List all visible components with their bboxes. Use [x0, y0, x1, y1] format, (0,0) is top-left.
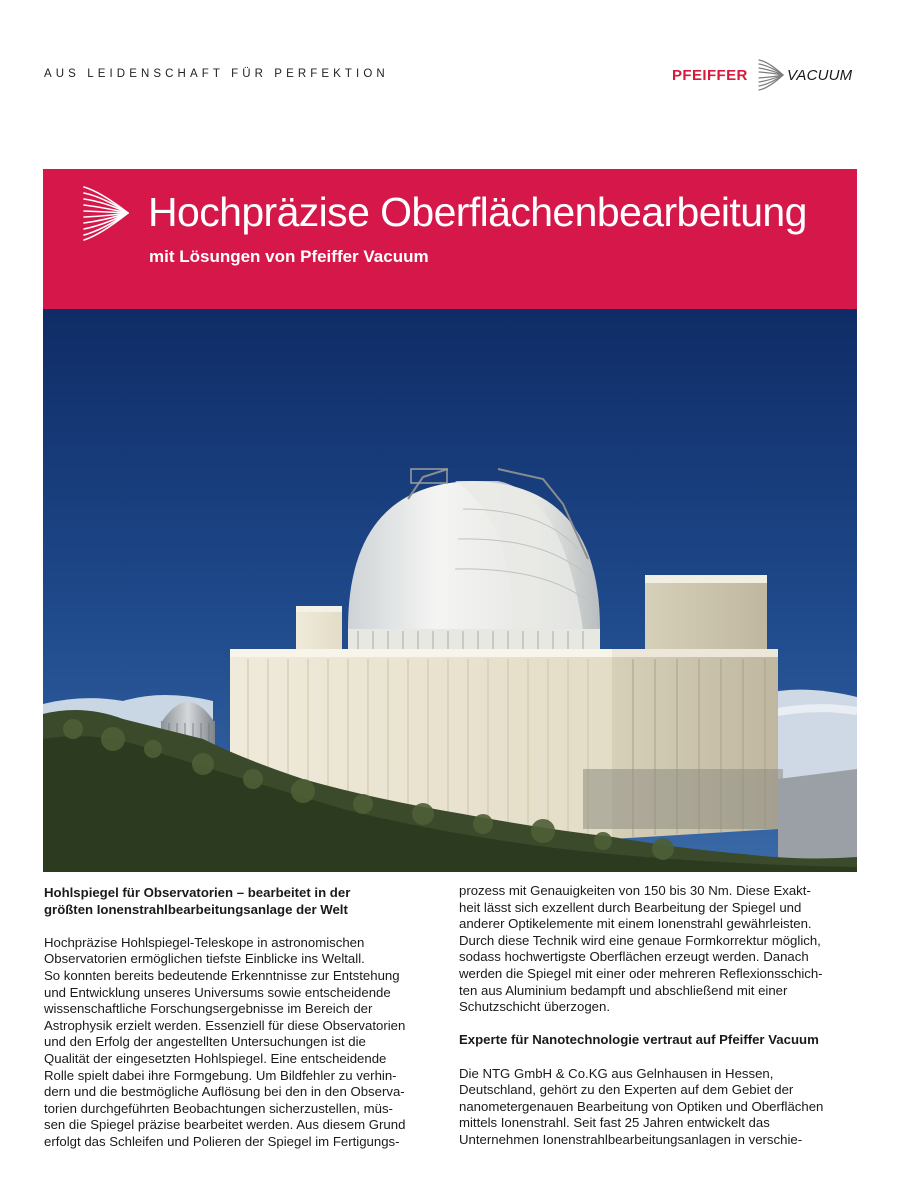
paragraph-ntg: Die NTG GmbH & Co.KG aus Gelnhausen in Hessen, Deutschland, gehört zu den Experten auf dem Gebiet der nanometergenauen Bearbeitung von Optiken und Oberflächen mittels Ionenstrahl. Seit fast 25 Jahren entwickelt das Unternehmen Ionenstrahlbearbeitungsanlagen in verschie- [459, 1065, 824, 1147]
page-subtitle: mit Lösungen von Pfeiffer Vacuum [149, 247, 429, 266]
tagline: AUS LEIDENSCHAFT FÜR PERFEKTION [44, 68, 389, 80]
logo-product-text: VACUUM [787, 67, 853, 84]
section-heading-nanotech: Experte für Nanotechnologie vertraut auf Pfeiffer Vacuum [459, 1032, 819, 1048]
pfeiffer-vacuum-logo[interactable] [672, 58, 862, 92]
swoosh-icon [81, 184, 131, 242]
logo-brand-text: PFEIFFER [672, 67, 748, 84]
title-banner [43, 169, 857, 309]
observatory-photo [43, 309, 857, 872]
article-column-right [459, 883, 859, 1149]
paragraph-mirrors: Hochpräzise Hohlspiegel-Teleskope in astronomischen Observatorien ermöglichen tiefste Einblicke ins Weltall. So konnten bereits bedeutende Erkenntnisse zur Entstehung und Entwicklung unseres Universums sowie entscheidende wissenschaftliche Forschungsergebnisse im Bereich der Astrophysik erzielt werden. Essenziell für diese Observatorien und den Erfolg der angestellten Untersuchungen ist die Qualität der eingesetzten Hohlspiegel. Eine entscheidende Rolle spielt dabei ihre Formgebung. Um Bildfehler zu verhin- dern und die bestmögliche Auflösung bei den in den Observa- torien durchgeführten Beobachtungen sicherzustellen, müs- sen die Spiegel präzise bearbeitet werden. Aus diesem Grund erfolgt das Schleifen und Polieren der Spiegel im Fertigungs- [44, 934, 406, 1149]
logo-swoosh-icon [757, 58, 785, 92]
article-column-left [44, 885, 444, 1151]
page-title: Hochpräzise Oberflächenbearbeitung [148, 189, 807, 235]
section-heading-mirrors: Hohlspiegel für Observatorien – bearbeitet in der größten Ionenstrahlbearbeitungsanlage der Welt [44, 885, 351, 917]
paragraph-ion-beam: prozess mit Genauigkeiten von 150 bis 30 Nm. Diese Exakt- heit lässt sich exzellent durch Bearbeitung der Spiegel und anderer Optikelemente mit einem Ionenstrahl gewährleisten. Durch diese Technik wird eine genaue Formkorrektur möglich, sodass hochwertigste Oberflächen erzeugt werden. Danach werden die Spiegel mit einer oder mehreren Reflexionsschich- ten aus Aluminium bedampft und abschließend mit einer Schutzschicht überzogen. [459, 883, 823, 1015]
